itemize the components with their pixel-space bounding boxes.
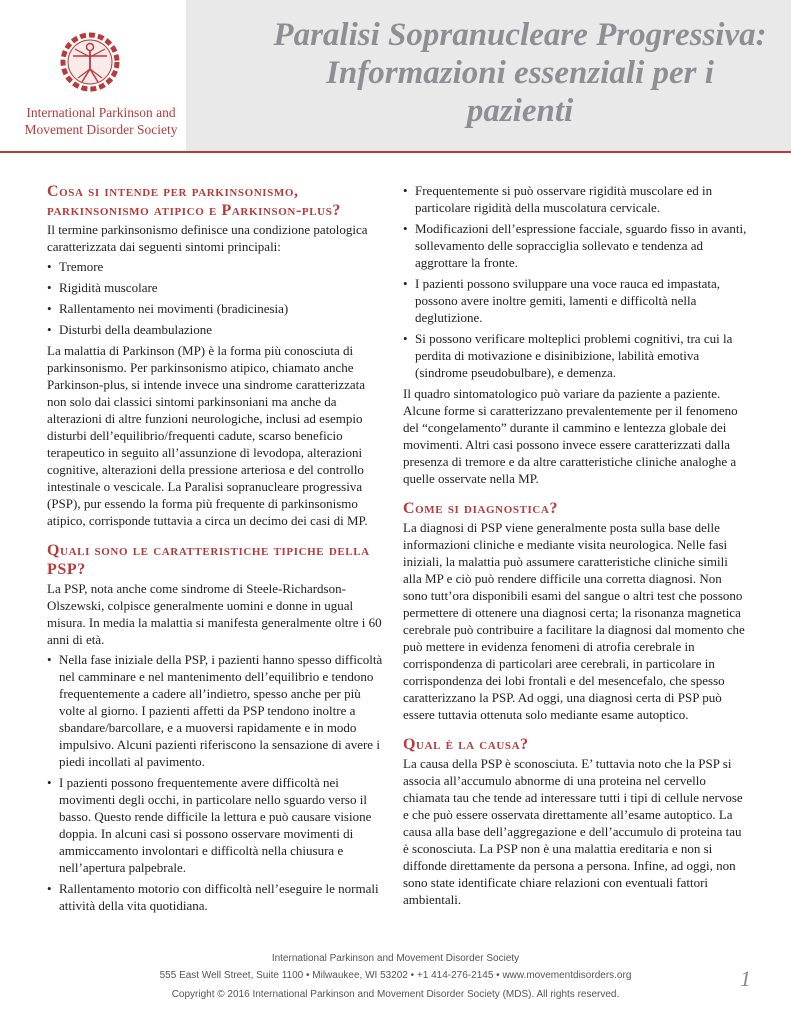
list-item: • Nella fase iniziale della PSP, i pazienti hanno spesso difficoltà nel camminare e nel mantenimento dell’equilibrio e tendono frequentemente a cadere all’indietro, spesso anche per più volte al giorno. I pazienti affetti da PSP tendono inoltre a sbandare/barcollare, e a muoversi rapidamente e in modo impulsivo. Alcuni pazienti riferiscono la sensazione di avere i piedi incollati al pavimento.	[47, 651, 387, 770]
org-name: International Parkinson and Movement Disorder Society	[24, 105, 178, 137]
section-body: Il quadro sintomatologico può variare da paziente a paziente. Alcune forme si caratterizzano prevalentemente per il fenomeno del “congelamento” durante il cammino e lentezza globale dei movimenti. Altri casi possono invece essere caratterizzati dalla presenza di tremore e da altre caratteristiche cliniche analoghe a quelle osservate nella MP.	[403, 386, 738, 486]
right-column	[403, 182, 748, 910]
page-footer	[0, 950, 791, 1003]
logo-panel	[0, 0, 186, 151]
list-item: • I pazienti possono frequentemente avere difficoltà nei movimenti degli occhi, in particolare nello sguardo verso il basso. Questo rende difficile la lettura e può causare visione doppia. In alcuni casi si possono osservare movimenti di ammiccamento involontari e difficoltà nella chiusura e nell’apertura palpebrale.	[47, 774, 387, 876]
vitruvian-man-icon	[60, 32, 120, 92]
footer-address: 555 East Well Street, Suite 1100 • Milwaukee, WI 53202 • +1 414-276-2145 • www.movementdisorders.org	[159, 970, 632, 981]
list-item: • Rallentamento nei movimenti (bradicinesia)	[47, 300, 387, 317]
section-heading-parkinsonism: Cosa si intende per parkinsonismo, parkinsonismo atipico e Parkinson-plus?	[47, 183, 342, 219]
section-intro: Il termine parkinsonismo definisce una condizione patologica caratterizzata dai seguenti sintomi principali:	[47, 222, 368, 254]
section-intro: La PSP, nota anche come sindrome di Steele-Richardson-Olszewski, colpisce generalmente uomini e donne in ugual misura. In media la malattia si manifesta generalmente oltre i 60 anni di età.	[47, 581, 382, 647]
page-header	[0, 0, 791, 151]
list-item: • Modificazioni dell’espressione facciale, sguardo fisso in avanti, sollevamento delle sopracciglia sollevato e tendenza ad aggrottare la fronte.	[403, 220, 748, 271]
section-heading-features: Quali sono le caratteristiche tipiche della PSP?	[47, 542, 370, 578]
section-body: La malattia di Parkinson (MP) è la forma più conosciuta di parkinsonismo. Per parkinsonismo atipico, chiamato anche Parkinson-plus, si intende invece una sindrome caratterizzata non solo dai classici sintomi parkinsoniani ma anche da alterazioni di altre funzioni neurologiche, inclusi ad esempio disturbi dell’equilibrio/frequenti cadute, scarso beneficio terapeutico in seguito all’assunzione di levodopa, alterazioni cognitive, alterazioni della pressione arteriosa e del controllo intestinale o vescicale. La Paralisi sopranucleare progressiva (PSP), pur essendo la forma più frequente di parkinsonismo atipico, corrisponde tuttavia a circa un decimo dei casi di MP.	[47, 343, 368, 528]
list-item: • Si possono verificare molteplici problemi cognitivi, tra cui la perdita di motivazione e disinibizione, labilità emotiva (sindrome pseudobulbare), e demenza.	[403, 330, 748, 381]
document-title: Paralisi Sopranucleare Progressiva: Informazioni essenziali per i pazienti	[273, 17, 767, 129]
section-heading-cause: Qual è la causa?	[403, 736, 529, 753]
list-item: • Rigidità muscolare	[47, 279, 387, 296]
list-item: • Frequentemente si può osservare rigidità muscolare ed in particolare rigidità della muscolatura cervicale.	[403, 182, 748, 216]
features-list	[47, 651, 387, 914]
footer-copyright: Copyright © 2016 International Parkinson and Movement Disorder Society (MDS). All rights reserved.	[171, 989, 620, 1000]
section-body: La diagnosi di PSP viene generalmente posta sulla base delle informazioni cliniche e mediante visita neurologica. Nelle fasi iniziali, la malattia può assumere caratteristiche cliniche simili alla MP e ciò può rendere difficile una corretta diagnosi. Non sono tutt’ora disponibili esami del sangue o altri test che possono permettere di ottenere una diagnosi certa; la risonanza magnetica cerebrale può contribuire a facilitare la diagnosi dal momento che può mettere in evidenza fenomeni di atrofia cerebrale in corrispondenza di particolari aree cerebrali, in particolare in corrispondenza dei lobi frontali e del mesencefalo, che spesso caratterizzano la PSP. Ad oggi, una diagnosi certa di PSP può essere tuttavia ottenuta solo mediante esame autoptico.	[403, 520, 745, 722]
footer-org: International Parkinson and Movement Disorder Society	[271, 953, 520, 964]
section-heading-diagnosis: Come si diagnostica?	[403, 500, 559, 517]
list-item: • Disturbi della deambulazione	[47, 321, 387, 338]
left-column	[47, 182, 387, 918]
symptom-list	[47, 258, 387, 338]
header-divider	[0, 151, 791, 153]
page-number: 1	[740, 966, 751, 991]
list-item: • I pazienti possono sviluppare una voce rauca ed impastata, possono avere inoltre gemiti, lamenti e difficoltà nella deglutizione.	[403, 275, 748, 326]
section-body: La causa della PSP è sconosciuta. E’ tuttavia noto che la PSP si associa all’accumulo abnorme di una proteina nel cervello chiamata tau che tende ad interessare tutti i tipi di cellule nervose e che può essere osservata direttamente all’esame autoptico. La causa alla base dell’aggregazione e dell’accumulo di proteina tau è sconosciuta. La PSP non è una malattia ereditaria e non si diffonde direttamente da persona a persona. Infine, ad oggi, non sono state identificate chiare relazioni con eventuali fattori ambientali.	[403, 756, 743, 907]
list-item: • Tremore	[47, 258, 387, 275]
features-list-continued	[403, 182, 748, 381]
list-item: • Rallentamento motorio con difficoltà nell’eseguire le normali attività della vita quotidiana.	[47, 880, 387, 914]
